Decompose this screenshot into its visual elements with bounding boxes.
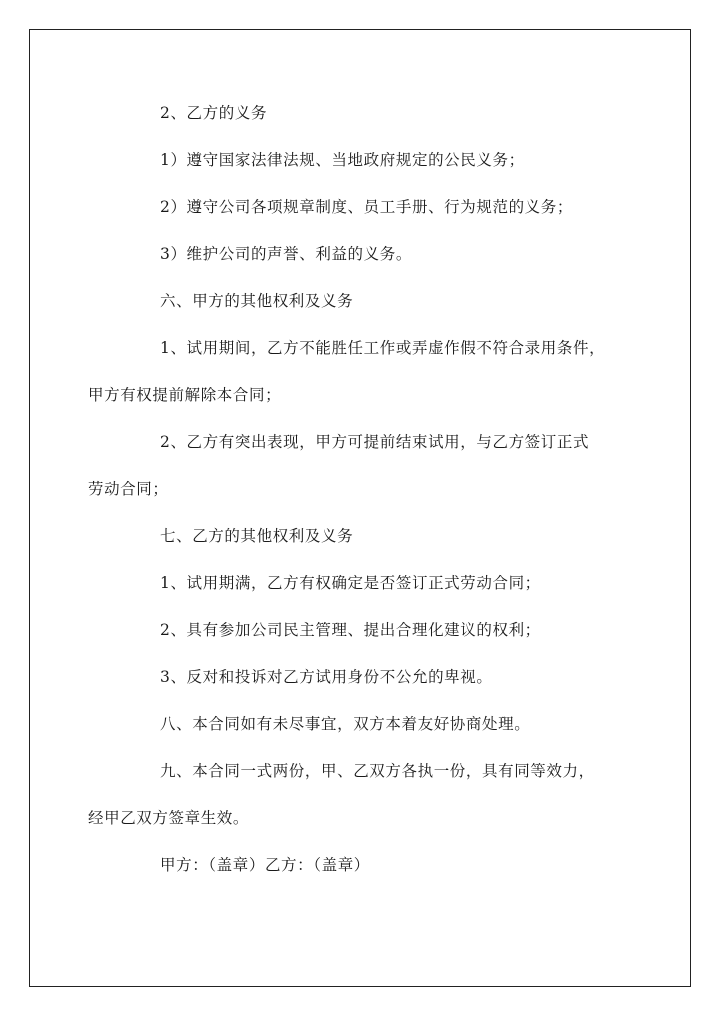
section-heading-party-a-rights: 六、甲方的其他权利及义务 bbox=[160, 292, 354, 310]
clause-text: 2、乙方有突出表现，甲方可提前结束试用，与乙方签订正式 bbox=[160, 433, 590, 451]
section-heading-nine: 九、本合同一式两份，甲、乙双方各执一份，具有同等效力， bbox=[160, 762, 595, 780]
signature-line: 甲方：（盖章）乙方：（盖章） bbox=[160, 856, 370, 874]
section-heading-party-b-obligations: 2、乙方的义务 bbox=[160, 104, 268, 122]
list-item: 1）遵守国家法律法规、当地政府规定的公民义务； bbox=[160, 151, 525, 169]
clause-text: 2、具有参加公司民主管理、提出合理化建议的权利； bbox=[160, 621, 541, 639]
clause-text: 1、试用期间，乙方不能胜任工作或弄虚作假不符合录用条件， bbox=[160, 339, 606, 357]
list-item: 3）维护公司的声誉、利益的义务。 bbox=[160, 245, 412, 263]
clause-text-continued: 经甲乙双方签章生效。 bbox=[88, 809, 250, 827]
clause-text: 3、反对和投诉对乙方试用身份不公允的卑视。 bbox=[160, 668, 493, 686]
list-item: 2）遵守公司各项规章制度、员工手册、行为规范的义务； bbox=[160, 198, 573, 216]
clause-text: 1、试用期满，乙方有权确定是否签订正式劳动合同； bbox=[160, 574, 541, 592]
clause-text-continued: 甲方有权提前解除本合同； bbox=[88, 386, 282, 404]
section-heading-eight: 八、本合同如有未尽事宜，双方本着友好协商处理。 bbox=[160, 715, 531, 733]
section-heading-party-b-rights: 七、乙方的其他权利及义务 bbox=[160, 527, 354, 545]
clause-text-continued: 劳动合同； bbox=[88, 480, 169, 498]
document-body bbox=[88, 90, 648, 889]
